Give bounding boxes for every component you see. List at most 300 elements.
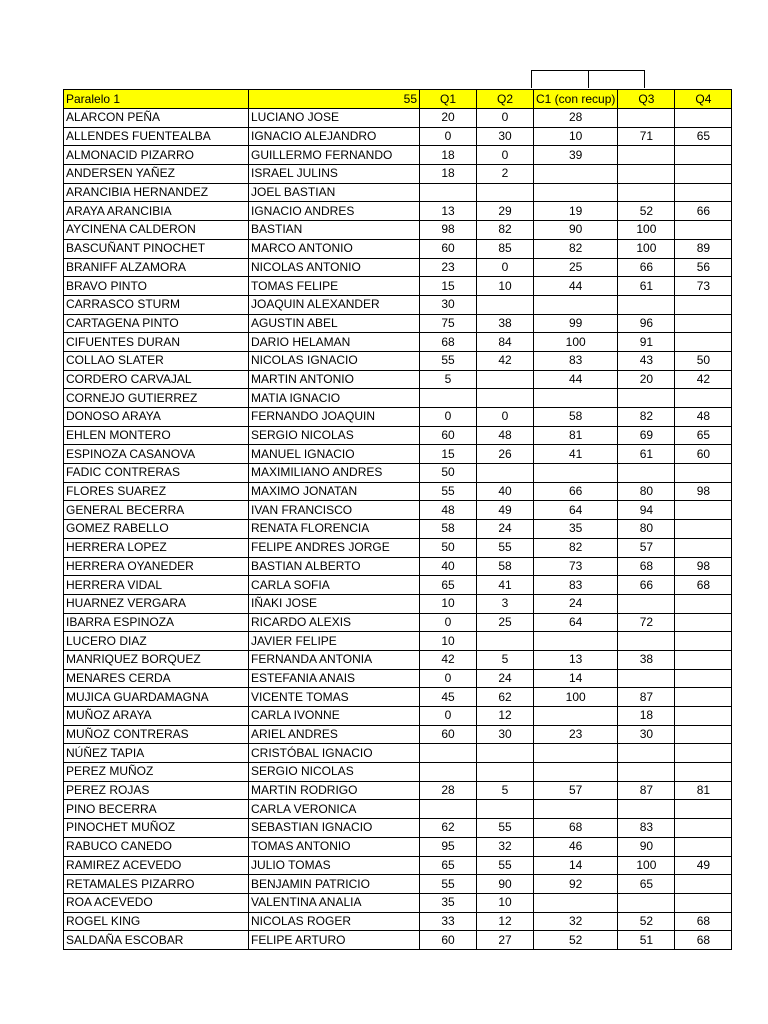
q4-cell[interactable] xyxy=(675,183,732,202)
surname-cell[interactable]: ROA ACEVEDO xyxy=(64,893,249,912)
q1-cell[interactable]: 65 xyxy=(420,576,477,595)
given-name-cell[interactable]: TOMAS FELIPE xyxy=(249,277,420,296)
q3-cell[interactable]: 72 xyxy=(618,613,675,632)
q4-cell[interactable]: 98 xyxy=(675,482,732,501)
c1-cell[interactable] xyxy=(534,893,618,912)
c1-cell[interactable]: 99 xyxy=(534,314,618,333)
q3-cell[interactable]: 87 xyxy=(618,688,675,707)
q3-cell[interactable] xyxy=(618,744,675,763)
q4-cell[interactable] xyxy=(675,688,732,707)
surname-cell[interactable]: PINO BECERRA xyxy=(64,800,249,819)
q1-cell[interactable]: 18 xyxy=(420,146,477,165)
c1-cell[interactable] xyxy=(534,707,618,726)
q1-cell[interactable]: 45 xyxy=(420,688,477,707)
c1-cell[interactable]: 100 xyxy=(534,333,618,352)
given-name-cell[interactable]: MARCO ANTONIO xyxy=(249,239,420,258)
q1-cell[interactable]: 60 xyxy=(420,931,477,950)
q2-cell[interactable]: 38 xyxy=(477,314,534,333)
q1-cell[interactable]: 95 xyxy=(420,837,477,856)
c1-cell[interactable]: 73 xyxy=(534,557,618,576)
q3-cell[interactable]: 66 xyxy=(618,576,675,595)
q3-cell[interactable] xyxy=(618,893,675,912)
given-name-cell[interactable]: BENJAMIN PATRICIO xyxy=(249,875,420,894)
q4-cell[interactable] xyxy=(675,165,732,184)
q2-cell[interactable]: 48 xyxy=(477,426,534,445)
q1-cell[interactable]: 18 xyxy=(420,165,477,184)
given-name-cell[interactable]: GUILLERMO FERNANDO xyxy=(249,146,420,165)
q3-cell[interactable]: 68 xyxy=(618,557,675,576)
q4-cell[interactable]: 65 xyxy=(675,426,732,445)
surname-cell[interactable]: HERRERA VIDAL xyxy=(64,576,249,595)
given-name-cell[interactable]: CARLA SOFIA xyxy=(249,576,420,595)
surname-cell[interactable]: COLLAO SLATER xyxy=(64,351,249,370)
q4-cell[interactable] xyxy=(675,221,732,240)
c1-cell[interactable] xyxy=(534,800,618,819)
q1-cell[interactable]: 55 xyxy=(420,875,477,894)
surname-cell[interactable]: BRAVO PINTO xyxy=(64,277,249,296)
q4-cell[interactable] xyxy=(675,333,732,352)
q3-cell[interactable]: 18 xyxy=(618,707,675,726)
c1-cell[interactable]: 100 xyxy=(534,688,618,707)
q1-cell[interactable]: 48 xyxy=(420,501,477,520)
q3-cell[interactable]: 94 xyxy=(618,501,675,520)
q2-cell[interactable]: 30 xyxy=(477,127,534,146)
q4-cell[interactable] xyxy=(675,744,732,763)
q2-cell[interactable] xyxy=(477,744,534,763)
q3-cell[interactable] xyxy=(618,183,675,202)
given-name-cell[interactable]: CARLA VERONICA xyxy=(249,800,420,819)
surname-cell[interactable]: AYCINENA CALDERON xyxy=(64,221,249,240)
q2-cell[interactable]: 30 xyxy=(477,725,534,744)
q2-cell[interactable]: 12 xyxy=(477,707,534,726)
q4-cell[interactable] xyxy=(675,875,732,894)
c1-cell[interactable]: 24 xyxy=(534,594,618,613)
q4-cell[interactable] xyxy=(675,594,732,613)
q2-cell[interactable]: 0 xyxy=(477,258,534,277)
q3-cell[interactable] xyxy=(618,295,675,314)
q1-cell[interactable] xyxy=(420,763,477,782)
q4-cell[interactable] xyxy=(675,819,732,838)
given-name-cell[interactable]: RENATA FLORENCIA xyxy=(249,520,420,539)
q3-cell[interactable] xyxy=(618,800,675,819)
q3-cell[interactable] xyxy=(618,146,675,165)
c1-cell[interactable]: 58 xyxy=(534,408,618,427)
surname-cell[interactable]: GENERAL BECERRA xyxy=(64,501,249,520)
surname-cell[interactable]: PINOCHET MUÑOZ xyxy=(64,819,249,838)
header-q2[interactable]: Q2 xyxy=(477,90,534,109)
given-name-cell[interactable]: SEBASTIAN IGNACIO xyxy=(249,819,420,838)
c1-cell[interactable]: 83 xyxy=(534,576,618,595)
q4-cell[interactable] xyxy=(675,464,732,483)
q4-cell[interactable]: 89 xyxy=(675,239,732,258)
c1-cell[interactable] xyxy=(534,183,618,202)
q4-cell[interactable]: 98 xyxy=(675,557,732,576)
q4-cell[interactable] xyxy=(675,650,732,669)
q1-cell[interactable]: 58 xyxy=(420,520,477,539)
q2-cell[interactable]: 49 xyxy=(477,501,534,520)
c1-cell[interactable]: 46 xyxy=(534,837,618,856)
c1-cell[interactable]: 57 xyxy=(534,781,618,800)
surname-cell[interactable]: BRANIFF ALZAMORA xyxy=(64,258,249,277)
q1-cell[interactable]: 10 xyxy=(420,632,477,651)
q3-cell[interactable]: 52 xyxy=(618,202,675,221)
q1-cell[interactable]: 0 xyxy=(420,613,477,632)
q1-cell[interactable]: 50 xyxy=(420,538,477,557)
surname-cell[interactable]: FADIC CONTRERAS xyxy=(64,464,249,483)
c1-cell[interactable]: 32 xyxy=(534,912,618,931)
q3-cell[interactable]: 61 xyxy=(618,277,675,296)
surname-cell[interactable]: CORNEJO GUTIERREZ xyxy=(64,389,249,408)
q4-cell[interactable]: 65 xyxy=(675,127,732,146)
surname-cell[interactable]: CORDERO CARVAJAL xyxy=(64,370,249,389)
given-name-cell[interactable]: JOAQUIN ALEXANDER xyxy=(249,295,420,314)
q3-cell[interactable]: 87 xyxy=(618,781,675,800)
given-name-cell[interactable]: SERGIO NICOLAS xyxy=(249,426,420,445)
q1-cell[interactable] xyxy=(420,389,477,408)
q4-cell[interactable]: 48 xyxy=(675,408,732,427)
given-name-cell[interactable]: JULIO TOMAS xyxy=(249,856,420,875)
given-name-cell[interactable]: MARTIN ANTONIO xyxy=(249,370,420,389)
q2-cell[interactable]: 26 xyxy=(477,445,534,464)
q3-cell[interactable] xyxy=(618,109,675,128)
c1-cell[interactable]: 28 xyxy=(534,109,618,128)
c1-cell[interactable]: 82 xyxy=(534,239,618,258)
c1-cell[interactable]: 19 xyxy=(534,202,618,221)
header-c1[interactable]: C1 (con recup) xyxy=(534,90,618,109)
c1-cell[interactable]: 44 xyxy=(534,370,618,389)
surname-cell[interactable]: CARRASCO STURM xyxy=(64,295,249,314)
surname-cell[interactable]: MENARES CERDA xyxy=(64,669,249,688)
given-name-cell[interactable]: JAVIER FELIPE xyxy=(249,632,420,651)
header-label[interactable]: Paralelo 1 xyxy=(64,90,249,109)
q1-cell[interactable]: 62 xyxy=(420,819,477,838)
q1-cell[interactable]: 23 xyxy=(420,258,477,277)
c1-cell[interactable]: 68 xyxy=(534,819,618,838)
q3-cell[interactable]: 100 xyxy=(618,221,675,240)
q1-cell[interactable]: 15 xyxy=(420,445,477,464)
q1-cell[interactable]: 15 xyxy=(420,277,477,296)
surname-cell[interactable]: CARTAGENA PINTO xyxy=(64,314,249,333)
surname-cell[interactable]: ESPINOZA CASANOVA xyxy=(64,445,249,464)
given-name-cell[interactable]: ISRAEL JULINS xyxy=(249,165,420,184)
q1-cell[interactable]: 20 xyxy=(420,109,477,128)
q2-cell[interactable]: 27 xyxy=(477,931,534,950)
given-name-cell[interactable]: NICOLAS ANTONIO xyxy=(249,258,420,277)
q3-cell[interactable]: 90 xyxy=(618,837,675,856)
q2-cell[interactable] xyxy=(477,800,534,819)
surname-cell[interactable]: HERRERA OYANEDER xyxy=(64,557,249,576)
q1-cell[interactable]: 55 xyxy=(420,482,477,501)
q1-cell[interactable]: 60 xyxy=(420,426,477,445)
q4-cell[interactable]: 66 xyxy=(675,202,732,221)
q2-cell[interactable] xyxy=(477,370,534,389)
q3-cell[interactable] xyxy=(618,632,675,651)
q1-cell[interactable]: 0 xyxy=(420,127,477,146)
surname-cell[interactable]: LUCERO DIAZ xyxy=(64,632,249,651)
surname-cell[interactable]: MANRIQUEZ BORQUEZ xyxy=(64,650,249,669)
q1-cell[interactable]: 68 xyxy=(420,333,477,352)
surname-cell[interactable]: NÚÑEZ TAPIA xyxy=(64,744,249,763)
q4-cell[interactable]: 56 xyxy=(675,258,732,277)
given-name-cell[interactable]: RICARDO ALEXIS xyxy=(249,613,420,632)
given-name-cell[interactable]: CARLA IVONNE xyxy=(249,707,420,726)
q4-cell[interactable] xyxy=(675,893,732,912)
q4-cell[interactable] xyxy=(675,669,732,688)
c1-cell[interactable]: 66 xyxy=(534,482,618,501)
given-name-cell[interactable]: IÑAKI JOSE xyxy=(249,594,420,613)
q4-cell[interactable] xyxy=(675,538,732,557)
q2-cell[interactable]: 84 xyxy=(477,333,534,352)
given-name-cell[interactable]: NICOLAS ROGER xyxy=(249,912,420,931)
c1-cell[interactable]: 13 xyxy=(534,650,618,669)
q2-cell[interactable] xyxy=(477,632,534,651)
q3-cell[interactable]: 30 xyxy=(618,725,675,744)
q2-cell[interactable]: 24 xyxy=(477,669,534,688)
q1-cell[interactable]: 60 xyxy=(420,725,477,744)
c1-cell[interactable]: 41 xyxy=(534,445,618,464)
surname-cell[interactable]: ARAYA ARANCIBIA xyxy=(64,202,249,221)
q3-cell[interactable]: 96 xyxy=(618,314,675,333)
q4-cell[interactable] xyxy=(675,725,732,744)
q3-cell[interactable]: 80 xyxy=(618,482,675,501)
surname-cell[interactable]: RABUCO CANEDO xyxy=(64,837,249,856)
given-name-cell[interactable]: TOMAS ANTONIO xyxy=(249,837,420,856)
c1-cell[interactable] xyxy=(534,464,618,483)
q1-cell[interactable]: 50 xyxy=(420,464,477,483)
surname-cell[interactable]: DONOSO ARAYA xyxy=(64,408,249,427)
surname-cell[interactable]: MUÑOZ ARAYA xyxy=(64,707,249,726)
q2-cell[interactable]: 0 xyxy=(477,146,534,165)
q1-cell[interactable]: 0 xyxy=(420,408,477,427)
q3-cell[interactable]: 71 xyxy=(618,127,675,146)
q2-cell[interactable]: 85 xyxy=(477,239,534,258)
q4-cell[interactable] xyxy=(675,389,732,408)
q4-cell[interactable] xyxy=(675,295,732,314)
c1-cell[interactable]: 44 xyxy=(534,277,618,296)
q1-cell[interactable] xyxy=(420,744,477,763)
header-q3[interactable]: Q3 xyxy=(618,90,675,109)
given-name-cell[interactable]: VICENTE TOMAS xyxy=(249,688,420,707)
q3-cell[interactable] xyxy=(618,763,675,782)
given-name-cell[interactable]: FERNANDO JOAQUIN xyxy=(249,408,420,427)
given-name-cell[interactable]: FERNANDA ANTONIA xyxy=(249,650,420,669)
q1-cell[interactable]: 28 xyxy=(420,781,477,800)
q1-cell[interactable]: 98 xyxy=(420,221,477,240)
surname-cell[interactable]: RAMIREZ ACEVEDO xyxy=(64,856,249,875)
surname-cell[interactable]: HERRERA LOPEZ xyxy=(64,538,249,557)
given-name-cell[interactable]: SERGIO NICOLAS xyxy=(249,763,420,782)
q4-cell[interactable] xyxy=(675,613,732,632)
q3-cell[interactable] xyxy=(618,669,675,688)
q2-cell[interactable]: 32 xyxy=(477,837,534,856)
q2-cell[interactable] xyxy=(477,183,534,202)
given-name-cell[interactable]: ESTEFANIA ANAIS xyxy=(249,669,420,688)
q4-cell[interactable] xyxy=(675,146,732,165)
given-name-cell[interactable]: VALENTINA ANALIA xyxy=(249,893,420,912)
q3-cell[interactable]: 66 xyxy=(618,258,675,277)
c1-cell[interactable]: 39 xyxy=(534,146,618,165)
q2-cell[interactable]: 42 xyxy=(477,351,534,370)
surname-cell[interactable]: MUJICA GUARDAMAGNA xyxy=(64,688,249,707)
q2-cell[interactable]: 5 xyxy=(477,781,534,800)
surname-cell[interactable]: FLORES SUAREZ xyxy=(64,482,249,501)
c1-cell[interactable] xyxy=(534,744,618,763)
q3-cell[interactable]: 38 xyxy=(618,650,675,669)
q2-cell[interactable]: 10 xyxy=(477,277,534,296)
surname-cell[interactable]: BASCUÑANT PINOCHET xyxy=(64,239,249,258)
q2-cell[interactable]: 0 xyxy=(477,408,534,427)
given-name-cell[interactable]: FELIPE ANDRES JORGE xyxy=(249,538,420,557)
q2-cell[interactable]: 82 xyxy=(477,221,534,240)
c1-cell[interactable]: 64 xyxy=(534,613,618,632)
q2-cell[interactable]: 2 xyxy=(477,165,534,184)
q4-cell[interactable] xyxy=(675,837,732,856)
c1-cell[interactable]: 14 xyxy=(534,669,618,688)
given-name-cell[interactable]: MARTIN RODRIGO xyxy=(249,781,420,800)
given-name-cell[interactable]: IGNACIO ANDRES xyxy=(249,202,420,221)
c1-cell[interactable]: 92 xyxy=(534,875,618,894)
q1-cell[interactable]: 42 xyxy=(420,650,477,669)
surname-cell[interactable]: ANDERSEN YAÑEZ xyxy=(64,165,249,184)
surname-cell[interactable]: ALARCON PEÑA xyxy=(64,109,249,128)
c1-cell[interactable] xyxy=(534,165,618,184)
surname-cell[interactable]: PEREZ MUÑOZ xyxy=(64,763,249,782)
surname-cell[interactable]: IBARRA ESPINOZA xyxy=(64,613,249,632)
c1-cell[interactable]: 82 xyxy=(534,538,618,557)
q3-cell[interactable] xyxy=(618,594,675,613)
c1-cell[interactable]: 90 xyxy=(534,221,618,240)
q2-cell[interactable]: 58 xyxy=(477,557,534,576)
q1-cell[interactable] xyxy=(420,800,477,819)
given-name-cell[interactable]: ARIEL ANDRES xyxy=(249,725,420,744)
c1-cell[interactable]: 83 xyxy=(534,351,618,370)
q3-cell[interactable]: 61 xyxy=(618,445,675,464)
given-name-cell[interactable]: BASTIAN ALBERTO xyxy=(249,557,420,576)
q3-cell[interactable] xyxy=(618,464,675,483)
given-name-cell[interactable]: MANUEL IGNACIO xyxy=(249,445,420,464)
surname-cell[interactable]: ARANCIBIA HERNANDEZ xyxy=(64,183,249,202)
q4-cell[interactable] xyxy=(675,314,732,333)
q2-cell[interactable]: 62 xyxy=(477,688,534,707)
q3-cell[interactable]: 82 xyxy=(618,408,675,427)
c1-cell[interactable]: 35 xyxy=(534,520,618,539)
given-name-cell[interactable]: IGNACIO ALEJANDRO xyxy=(249,127,420,146)
q4-cell[interactable] xyxy=(675,501,732,520)
q1-cell[interactable]: 5 xyxy=(420,370,477,389)
given-name-cell[interactable]: FELIPE ARTURO xyxy=(249,931,420,950)
surname-cell[interactable]: PEREZ ROJAS xyxy=(64,781,249,800)
q1-cell[interactable]: 65 xyxy=(420,856,477,875)
q1-cell[interactable]: 35 xyxy=(420,893,477,912)
c1-cell[interactable] xyxy=(534,389,618,408)
q4-cell[interactable]: 42 xyxy=(675,370,732,389)
q2-cell[interactable]: 55 xyxy=(477,538,534,557)
q1-cell[interactable]: 30 xyxy=(420,295,477,314)
given-name-cell[interactable]: MAXIMO JONATAN xyxy=(249,482,420,501)
given-name-cell[interactable]: BASTIAN xyxy=(249,221,420,240)
q4-cell[interactable] xyxy=(675,800,732,819)
q3-cell[interactable]: 91 xyxy=(618,333,675,352)
q3-cell[interactable]: 83 xyxy=(618,819,675,838)
q4-cell[interactable]: 68 xyxy=(675,576,732,595)
q2-cell[interactable]: 0 xyxy=(477,109,534,128)
q1-cell[interactable]: 75 xyxy=(420,314,477,333)
q3-cell[interactable]: 100 xyxy=(618,856,675,875)
surname-cell[interactable]: HUARNEZ VERGARA xyxy=(64,594,249,613)
q3-cell[interactable]: 57 xyxy=(618,538,675,557)
q4-cell[interactable]: 81 xyxy=(675,781,732,800)
q1-cell[interactable]: 60 xyxy=(420,239,477,258)
header-q1[interactable]: Q1 xyxy=(420,90,477,109)
q4-cell[interactable] xyxy=(675,109,732,128)
c1-cell[interactable]: 52 xyxy=(534,931,618,950)
q2-cell[interactable]: 5 xyxy=(477,650,534,669)
q1-cell[interactable]: 0 xyxy=(420,669,477,688)
q3-cell[interactable]: 52 xyxy=(618,912,675,931)
q4-cell[interactable] xyxy=(675,763,732,782)
c1-cell[interactable]: 25 xyxy=(534,258,618,277)
q1-cell[interactable]: 40 xyxy=(420,557,477,576)
q1-cell[interactable]: 0 xyxy=(420,707,477,726)
surname-cell[interactable]: SALDAÑA ESCOBAR xyxy=(64,931,249,950)
c1-cell[interactable] xyxy=(534,632,618,651)
q2-cell[interactable]: 40 xyxy=(477,482,534,501)
header-q4[interactable]: Q4 xyxy=(675,90,732,109)
q2-cell[interactable]: 55 xyxy=(477,856,534,875)
header-count[interactable]: 55 xyxy=(249,90,420,109)
q3-cell[interactable]: 65 xyxy=(618,875,675,894)
q2-cell[interactable] xyxy=(477,763,534,782)
q2-cell[interactable]: 41 xyxy=(477,576,534,595)
q2-cell[interactable]: 29 xyxy=(477,202,534,221)
q4-cell[interactable]: 73 xyxy=(675,277,732,296)
q1-cell[interactable]: 33 xyxy=(420,912,477,931)
q4-cell[interactable] xyxy=(675,707,732,726)
q2-cell[interactable] xyxy=(477,464,534,483)
q1-cell[interactable]: 13 xyxy=(420,202,477,221)
q3-cell[interactable]: 69 xyxy=(618,426,675,445)
q1-cell[interactable] xyxy=(420,183,477,202)
surname-cell[interactable]: RETAMALES PIZARRO xyxy=(64,875,249,894)
c1-cell[interactable] xyxy=(534,295,618,314)
q3-cell[interactable]: 51 xyxy=(618,931,675,950)
c1-cell[interactable]: 10 xyxy=(534,127,618,146)
c1-cell[interactable] xyxy=(534,763,618,782)
c1-cell[interactable]: 23 xyxy=(534,725,618,744)
q3-cell[interactable] xyxy=(618,165,675,184)
q1-cell[interactable]: 10 xyxy=(420,594,477,613)
c1-cell[interactable]: 81 xyxy=(534,426,618,445)
q4-cell[interactable]: 60 xyxy=(675,445,732,464)
given-name-cell[interactable]: NICOLAS IGNACIO xyxy=(249,351,420,370)
given-name-cell[interactable]: CRISTÓBAL IGNACIO xyxy=(249,744,420,763)
given-name-cell[interactable]: MAXIMILIANO ANDRES xyxy=(249,464,420,483)
q2-cell[interactable] xyxy=(477,389,534,408)
q2-cell[interactable]: 10 xyxy=(477,893,534,912)
surname-cell[interactable]: ROGEL KING xyxy=(64,912,249,931)
q4-cell[interactable]: 49 xyxy=(675,856,732,875)
q4-cell[interactable] xyxy=(675,632,732,651)
q3-cell[interactable]: 20 xyxy=(618,370,675,389)
surname-cell[interactable]: GOMEZ RABELLO xyxy=(64,520,249,539)
given-name-cell[interactable]: LUCIANO JOSE xyxy=(249,109,420,128)
c1-cell[interactable]: 64 xyxy=(534,501,618,520)
surname-cell[interactable]: ALMONACID PIZARRO xyxy=(64,146,249,165)
q2-cell[interactable]: 24 xyxy=(477,520,534,539)
given-name-cell[interactable]: IVAN FRANCISCO xyxy=(249,501,420,520)
q2-cell[interactable]: 3 xyxy=(477,594,534,613)
given-name-cell[interactable]: MATIA IGNACIO xyxy=(249,389,420,408)
